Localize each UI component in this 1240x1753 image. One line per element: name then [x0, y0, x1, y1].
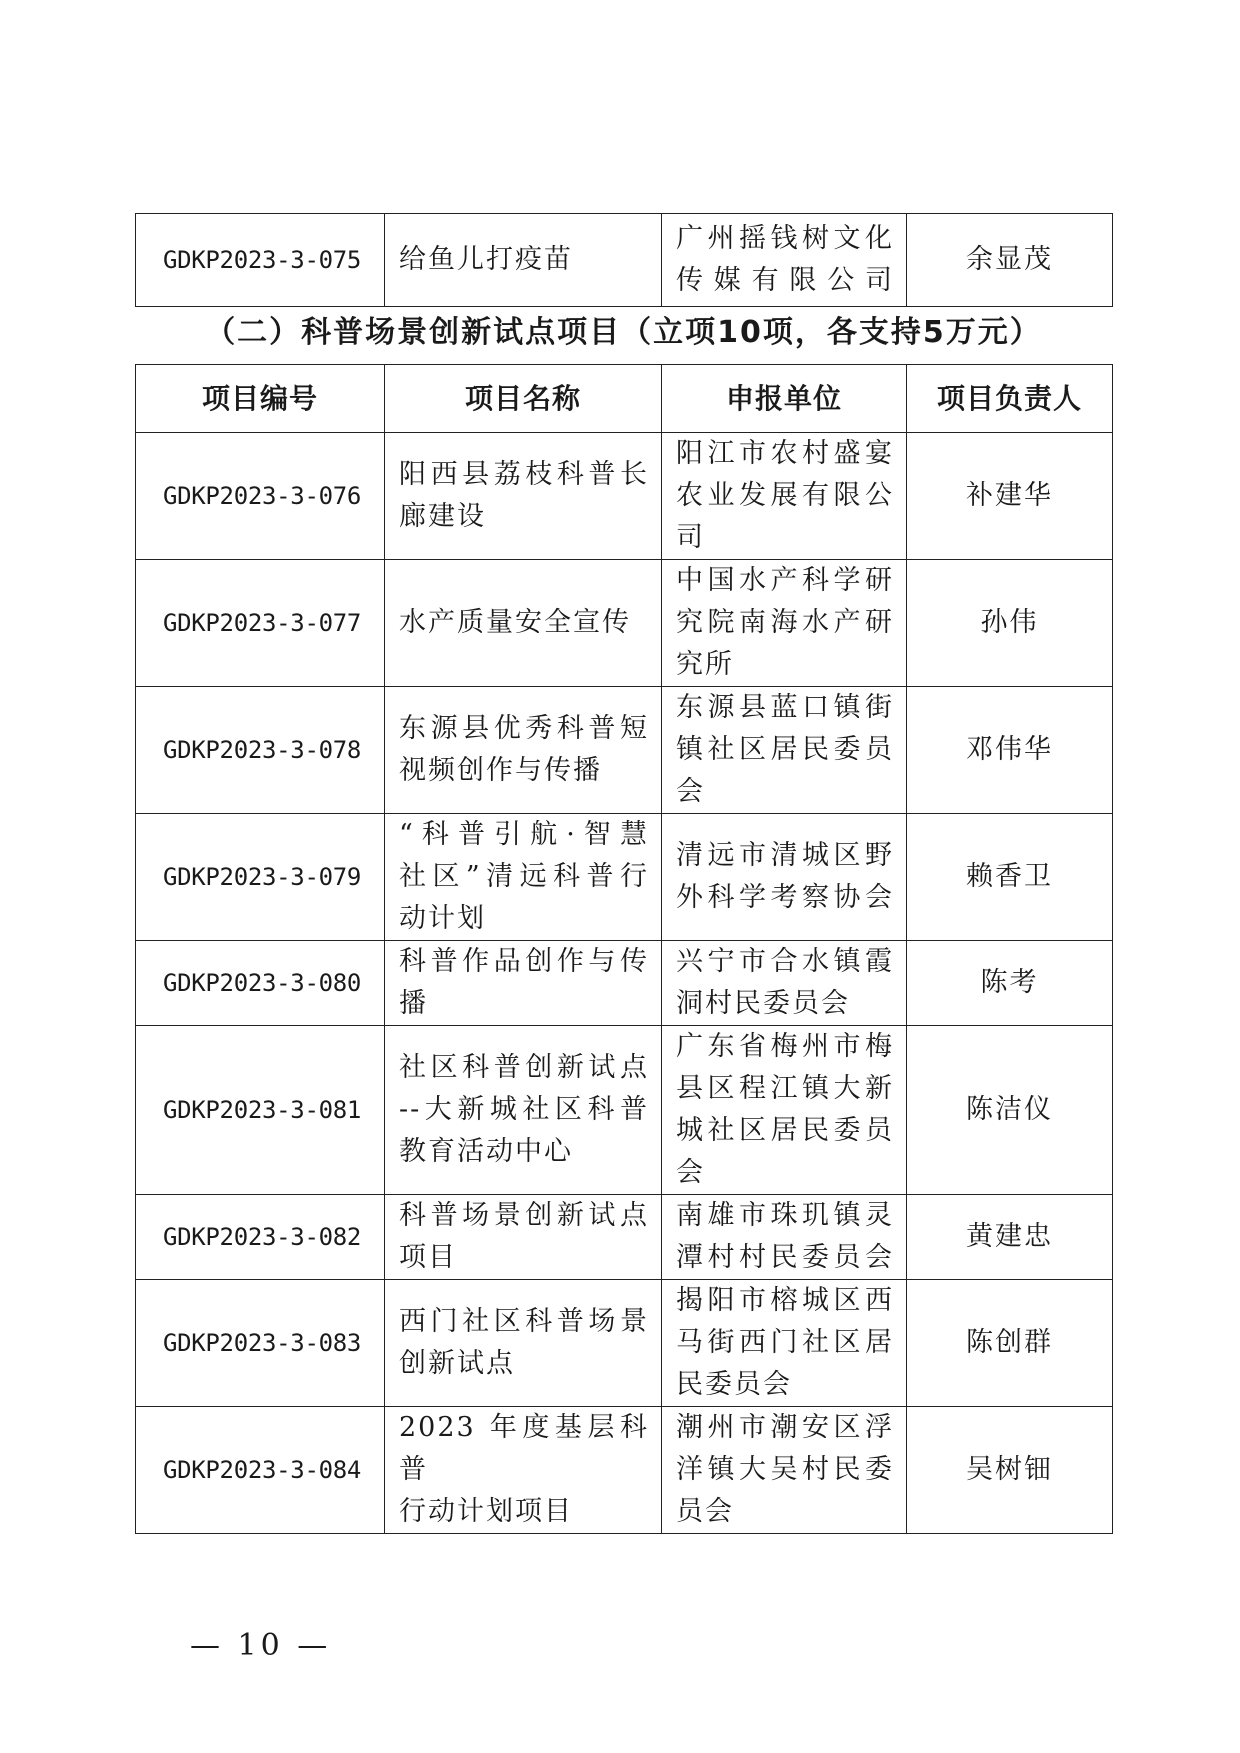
name-line: 视频创作与传播 — [399, 755, 602, 786]
unit-line: 会 — [676, 1157, 705, 1188]
unit-line: 外科学考察协会 — [676, 882, 894, 913]
unit-line: 阳江市农村盛宴 — [676, 438, 894, 469]
project-leader: 余显茂 — [907, 214, 1113, 307]
project-leader: 补建华 — [907, 433, 1113, 560]
unit-line: 究所 — [676, 649, 734, 680]
unit-line: 镇社区居民委员 — [676, 734, 894, 765]
name-line: 阳西县荔枝科普长 — [399, 459, 649, 490]
name-line: 项目 — [399, 1242, 457, 1273]
applicant-unit — [662, 941, 907, 1026]
project-leader: 吴树钿 — [907, 1407, 1113, 1534]
page-number: — 10 — — [190, 1628, 332, 1663]
project-name — [385, 1026, 662, 1195]
header-code: 项目编号 — [136, 365, 385, 433]
name-line: 教育活动中心 — [399, 1136, 573, 1167]
unit-line: 南雄市珠玑镇灵 — [676, 1200, 894, 1231]
top-table — [135, 213, 1113, 307]
unit-line: 县区程江镇大新 — [676, 1073, 894, 1104]
project-leader: 邓伟华 — [907, 687, 1113, 814]
project-leader: 陈考 — [907, 941, 1113, 1026]
project-code: GDKP2023-3-082 — [136, 1195, 385, 1280]
unit-line: 潮州市潮安区浮 — [676, 1412, 894, 1443]
unit-line: 农业发展有限公 — [676, 480, 894, 511]
project-name — [385, 1407, 662, 1534]
name-line: 西门社区科普场景 — [399, 1306, 649, 1337]
name-line: 科普场景创新试点 — [399, 1200, 649, 1231]
project-leader: 黄建忠 — [907, 1195, 1113, 1280]
unit-line: 潭村村民委员会 — [676, 1242, 894, 1273]
unit-line: 民委员会 — [676, 1369, 792, 1400]
project-name — [385, 1195, 662, 1280]
table-row — [136, 1195, 1113, 1280]
table-row — [136, 814, 1113, 941]
unit-line: 中国水产科学研 — [676, 565, 894, 596]
unit-line: 员会 — [676, 1496, 734, 1527]
unit-line: 兴宁市合水镇霞 — [676, 946, 894, 977]
applicant-unit — [662, 814, 907, 941]
applicant-unit — [662, 433, 907, 560]
project-name — [385, 560, 662, 687]
project-name: 给鱼儿打疫苗 — [385, 214, 662, 307]
applicant-unit — [662, 214, 907, 307]
table-row — [136, 687, 1113, 814]
unit-line: 洞村民委员会 — [676, 988, 850, 1019]
unit-line: 城社区居民委员 — [676, 1115, 894, 1146]
applicant-unit — [662, 1026, 907, 1195]
name-line: “科普引航·智慧 — [399, 819, 649, 850]
name-line: 廊建设 — [399, 501, 486, 532]
project-leader: 孙伟 — [907, 560, 1113, 687]
unit-line: 洋镇大吴村民委 — [676, 1454, 894, 1485]
unit-line: 广州摇钱树文化 — [676, 223, 894, 254]
table-row — [136, 1407, 1113, 1534]
name-line: 社区科普创新试点 — [399, 1052, 649, 1083]
header-unit: 申报单位 — [662, 365, 907, 433]
unit-line: 会 — [676, 776, 705, 807]
projects-table — [135, 364, 1113, 1534]
name-line: 播 — [399, 988, 428, 1019]
name-line: 科普作品创作与传 — [399, 946, 649, 977]
name-line: 社区”清远科普行 — [399, 861, 649, 892]
unit-line: 清远市清城区野 — [676, 840, 894, 871]
project-code: GDKP2023-3-081 — [136, 1026, 385, 1195]
project-name — [385, 433, 662, 560]
name-line: 2023 年度基层科普 — [399, 1412, 649, 1485]
applicant-unit — [662, 1407, 907, 1534]
applicant-unit — [662, 1195, 907, 1280]
unit-line: 马街西门社区居 — [676, 1327, 894, 1358]
project-code: GDKP2023-3-080 — [136, 941, 385, 1026]
name-line: --大新城社区科普 — [399, 1094, 649, 1125]
table-row — [136, 1026, 1113, 1195]
unit-line: 揭阳市榕城区西 — [676, 1285, 894, 1316]
project-name — [385, 687, 662, 814]
applicant-unit — [662, 560, 907, 687]
project-code: GDKP2023-3-078 — [136, 687, 385, 814]
unit-line: 司 — [676, 522, 705, 553]
project-code: GDKP2023-3-076 — [136, 433, 385, 560]
project-leader: 陈创群 — [907, 1280, 1113, 1407]
name-line: 创新试点 — [399, 1348, 515, 1379]
name-line: 水产质量安全宣传 — [399, 607, 631, 638]
section-title: （二）科普场景创新试点项目（立项10项，各支持5万元） — [205, 315, 1042, 350]
unit-line: 传媒有限公司 — [676, 265, 894, 296]
table-row — [136, 941, 1113, 1026]
unit-line: 究院南海水产研 — [676, 607, 894, 638]
header-name: 项目名称 — [385, 365, 662, 433]
name-line: 东源县优秀科普短 — [399, 713, 649, 744]
applicant-unit — [662, 687, 907, 814]
table-row — [136, 560, 1113, 687]
project-code: GDKP2023-3-075 — [136, 214, 385, 307]
table-body — [136, 433, 1113, 1534]
project-code: GDKP2023-3-077 — [136, 560, 385, 687]
unit-line: 东源县蓝口镇街 — [676, 692, 894, 723]
project-leader: 陈洁仪 — [907, 1026, 1113, 1195]
project-name — [385, 941, 662, 1026]
unit-line: 广东省梅州市梅 — [676, 1031, 894, 1062]
applicant-unit — [662, 1280, 907, 1407]
table-row — [136, 433, 1113, 560]
table-row — [136, 1280, 1113, 1407]
name-line: 行动计划项目 — [399, 1496, 573, 1527]
header-person: 项目负责人 — [907, 365, 1113, 433]
project-name — [385, 814, 662, 941]
project-name — [385, 1280, 662, 1407]
project-code: GDKP2023-3-083 — [136, 1280, 385, 1407]
name-line: 动计划 — [399, 903, 486, 934]
project-code: GDKP2023-3-079 — [136, 814, 385, 941]
table-row — [136, 214, 1113, 307]
project-code: GDKP2023-3-084 — [136, 1407, 385, 1534]
header-row — [136, 365, 1113, 433]
project-leader: 赖香卫 — [907, 814, 1113, 941]
